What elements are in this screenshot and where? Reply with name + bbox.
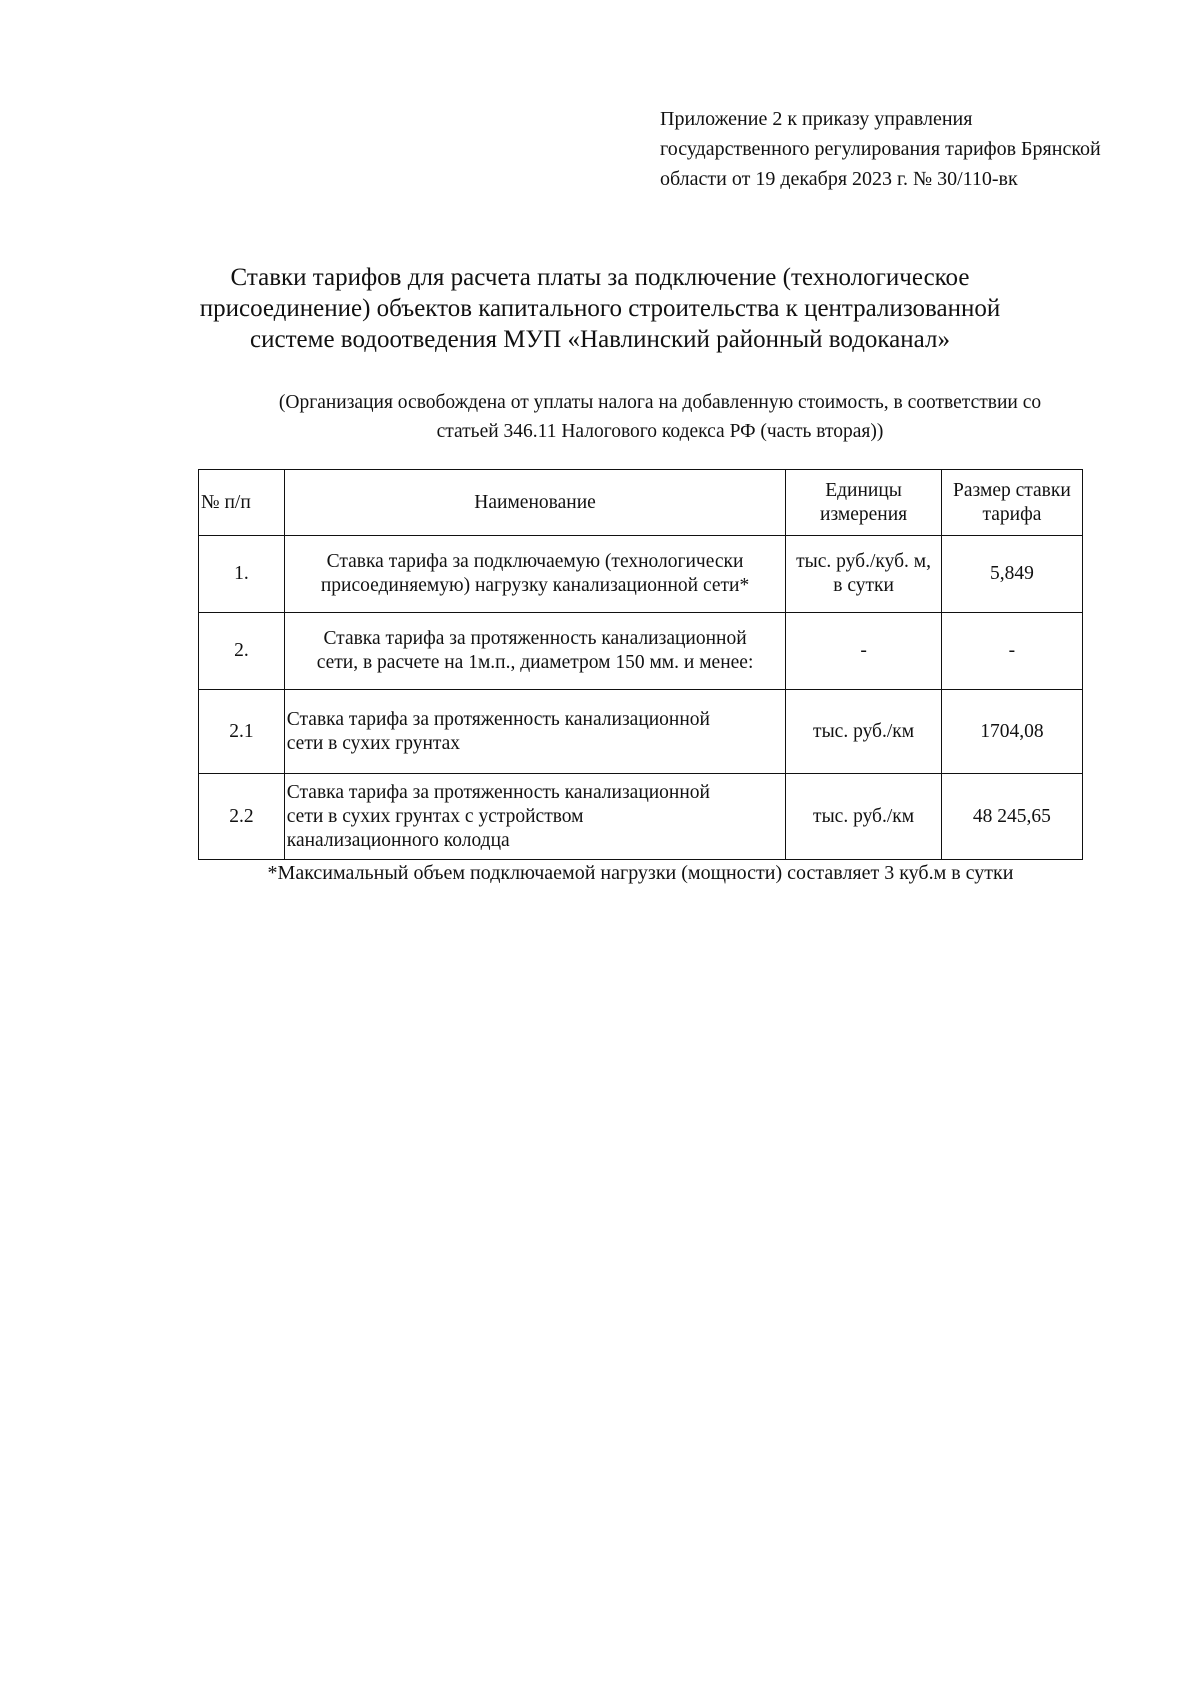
appendix-line: области от 19 декабря 2023 г. № 30/110-вк: [660, 168, 1018, 190]
row-name-line: сети в сухих грунтах: [286, 732, 461, 754]
header-unit-line: измерения: [820, 503, 908, 525]
header-unit-line: Единицы: [825, 479, 902, 501]
header-unit: [786, 470, 942, 536]
row-name: [284, 613, 786, 690]
document-title: [120, 262, 1080, 355]
header-rate-line: Размер ставки: [953, 479, 1071, 501]
note-line: статьей 346.11 Налогового кодекса РФ (часть вторая)): [436, 421, 884, 442]
row-rate: 5,849: [941, 536, 1082, 613]
row-name: [284, 536, 786, 613]
appendix-line: Приложение 2 к приказу управления: [660, 108, 973, 130]
note-line: (Организация освобождена от уплаты налога на добавленную стоимость, в соответствии со: [278, 392, 1042, 413]
row-name-line: сети, в расчете на 1м.п., диаметром 150 мм. и менее:: [316, 652, 754, 673]
table-row: [199, 690, 1083, 774]
table-row: [199, 536, 1083, 613]
row-unit-line: тыс. руб./км: [813, 720, 915, 742]
row-name-line: канализационного колодца: [286, 829, 510, 851]
footnote: *Максимальный объем подключаемой нагрузки (мощности) составляет 3 куб.м в сутки: [267, 862, 1014, 884]
row-rate: 48 245,65: [941, 774, 1082, 860]
row-name-line: сети в сухих грунтах с устройством: [286, 805, 584, 827]
row-number: 2.1: [199, 690, 285, 774]
header-rate-line: тарифа: [982, 503, 1042, 525]
row-unit-line: -: [860, 640, 867, 661]
row-name: [284, 774, 786, 860]
appendix-reference: [660, 104, 1180, 194]
row-name-line: Ставка тарифа за протяженность канализационной: [286, 708, 710, 730]
row-rate: 1704,08: [941, 690, 1082, 774]
row-name-line: Ставка тарифа за протяженность канализационной: [286, 781, 710, 803]
header-number: № п/п: [199, 470, 285, 536]
row-unit: [786, 690, 942, 774]
title-line: системе водоотведения МУП «Навлинский районный водоканал»: [250, 326, 950, 353]
row-unit-line: тыс. руб./куб. м,: [796, 551, 931, 572]
row-number: 2.: [199, 613, 285, 690]
table-row: [199, 613, 1083, 690]
row-name-line: Ставка тарифа за подключаемую (технологически: [326, 551, 744, 572]
row-unit: [786, 613, 942, 690]
appendix-line: государственного регулирования тарифов Брянской: [660, 138, 1101, 160]
title-line: присоединение) объектов капитального строительства к централизованной: [199, 295, 1001, 322]
row-name-line: присоединяемую) нагрузку канализационной сети*: [320, 575, 750, 596]
row-unit: [786, 536, 942, 613]
table-header-row: [199, 470, 1083, 536]
header-name: Наименование: [284, 470, 786, 536]
tax-exemption-note: [180, 388, 1140, 446]
row-rate: -: [941, 613, 1082, 690]
row-name: [284, 690, 786, 774]
row-unit-line: тыс. руб./км: [813, 805, 915, 827]
header-rate: [941, 470, 1082, 536]
row-unit: [786, 774, 942, 860]
row-number: 2.2: [199, 774, 285, 860]
table-row: [199, 774, 1083, 860]
row-number: 1.: [199, 536, 285, 613]
title-line: Ставки тарифов для расчета платы за подключение (технологическое: [230, 264, 970, 291]
tariff-table: [198, 469, 1083, 860]
row-name-line: Ставка тарифа за протяженность канализационной: [323, 628, 747, 649]
row-unit-line: в сутки: [833, 575, 894, 596]
